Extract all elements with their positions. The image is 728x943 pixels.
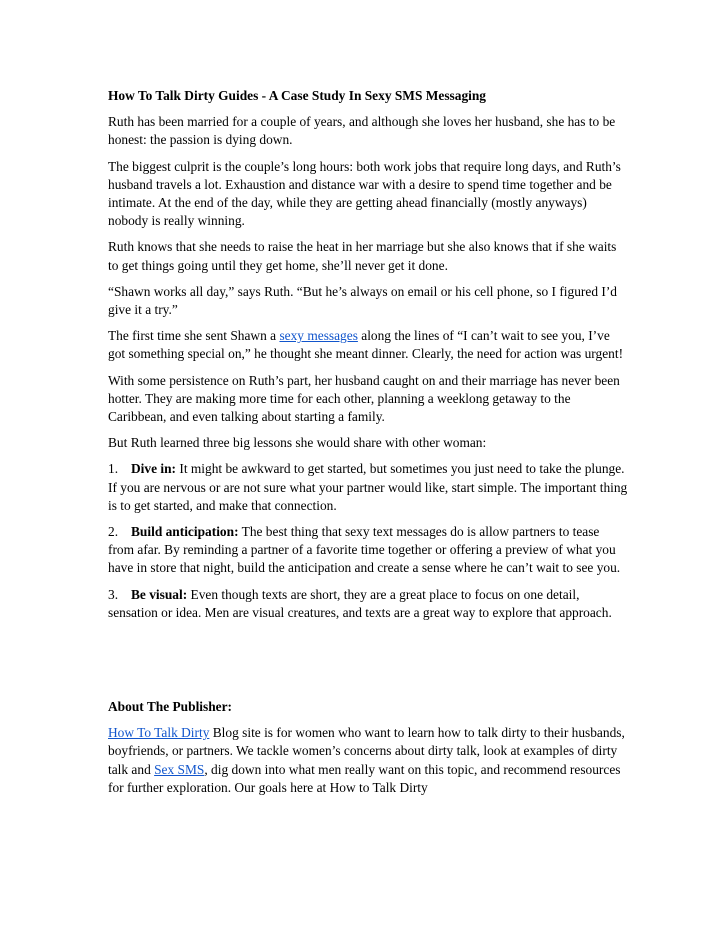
sexy-messages-link[interactable]: sexy messages — [279, 328, 358, 344]
lesson-heading: Be visual: — [131, 586, 188, 602]
lesson-number: 3. — [108, 586, 119, 602]
paragraph-intro: Ruth has been married for a couple of years, and although she loves her husband, she has to be honest: the passion is dying down. — [108, 114, 616, 148]
lesson-heading: Build anticipation: — [131, 524, 239, 540]
lesson-text: The best thing that sexy text messages do is allow partners to tease from afar. By reminding a partner of a favorite time together or offering a preview of what you have in store that night, build the anticipation and create a sense where he can’t wait to see you. — [108, 524, 621, 576]
how-to-talk-dirty-link[interactable]: How To Talk Dirty — [108, 725, 210, 741]
lesson-number: 1. — [108, 461, 119, 477]
paragraph-quote: “Shawn works all day,” says Ruth. “But he’s always on email or his cell phone, so I figured I’d give it a try.” — [108, 283, 617, 318]
lesson-item — [108, 523, 628, 578]
blank-space — [108, 630, 628, 698]
lesson-text: It might be awkward to get started, but sometimes you just need to take the plunge. If you are nervous or are not sure what your partner would like, start simple. The important thing is to get started, and make that connection. — [108, 461, 628, 513]
paragraph-first-time-before: The first time she sent Shawn a — [108, 328, 280, 344]
article-title: How To Talk Dirty Guides - A Case Study In Sexy SMS Messaging — [108, 88, 487, 103]
lesson-item — [108, 460, 628, 515]
paragraph-culprit: The biggest culprit is the couple’s long hours: both work jobs that require long days, and Ruth’s husband travels a lot. Exhaustion and distance war with a desire to spend time together and be intimate. At the end of the day, while they are getting ahead financially (mostly anyways) nobody is really winning. — [108, 158, 621, 229]
paragraph-lessons-intro: But Ruth learned three big lessons she would share with other woman: — [108, 435, 487, 451]
lesson-text: Even though texts are short, they are a great place to focus on one detail, sensation or idea. Men are visual creatures, and texts are a great way to explore that approach. — [108, 586, 612, 620]
about-heading: About The Publisher: — [108, 699, 233, 715]
about-text-2: , dig down into what men really want on this topic, and recommend resources for further exploration. Our goals here at How to Talk Dirty — [108, 761, 621, 795]
sex-sms-link[interactable]: Sex SMS — [154, 761, 205, 777]
paragraph-first-time — [108, 327, 628, 363]
lesson-number: 2. — [108, 524, 119, 540]
paragraph-raise-heat: Ruth knows that she needs to raise the heat in her marriage but she also knows that if she waits to get things going until they get home, she’ll never get it done. — [108, 239, 617, 273]
about-text-1: Blog site is for women who want to learn how to talk dirty to their husbands, boyfriends, or partners. We tackle women’s concerns about dirty talk, look at examples of dirty talk and — [108, 725, 625, 777]
lesson-item — [108, 586, 628, 622]
paragraph-first-time-after: along the lines of “I can’t wait to see you, I’ve got something special on,” he thought she meant dinner. Clearly, the need for action was urgent! — [108, 328, 624, 362]
paragraph-persistence: With some persistence on Ruth’s part, her husband caught on and their marriage has never been hotter. They are making more time for each other, planning a weeklong getaway to the Caribbean, and even talking about starting a family. — [108, 372, 620, 425]
lesson-heading: Dive in: — [131, 461, 177, 477]
about-paragraph — [108, 724, 628, 797]
